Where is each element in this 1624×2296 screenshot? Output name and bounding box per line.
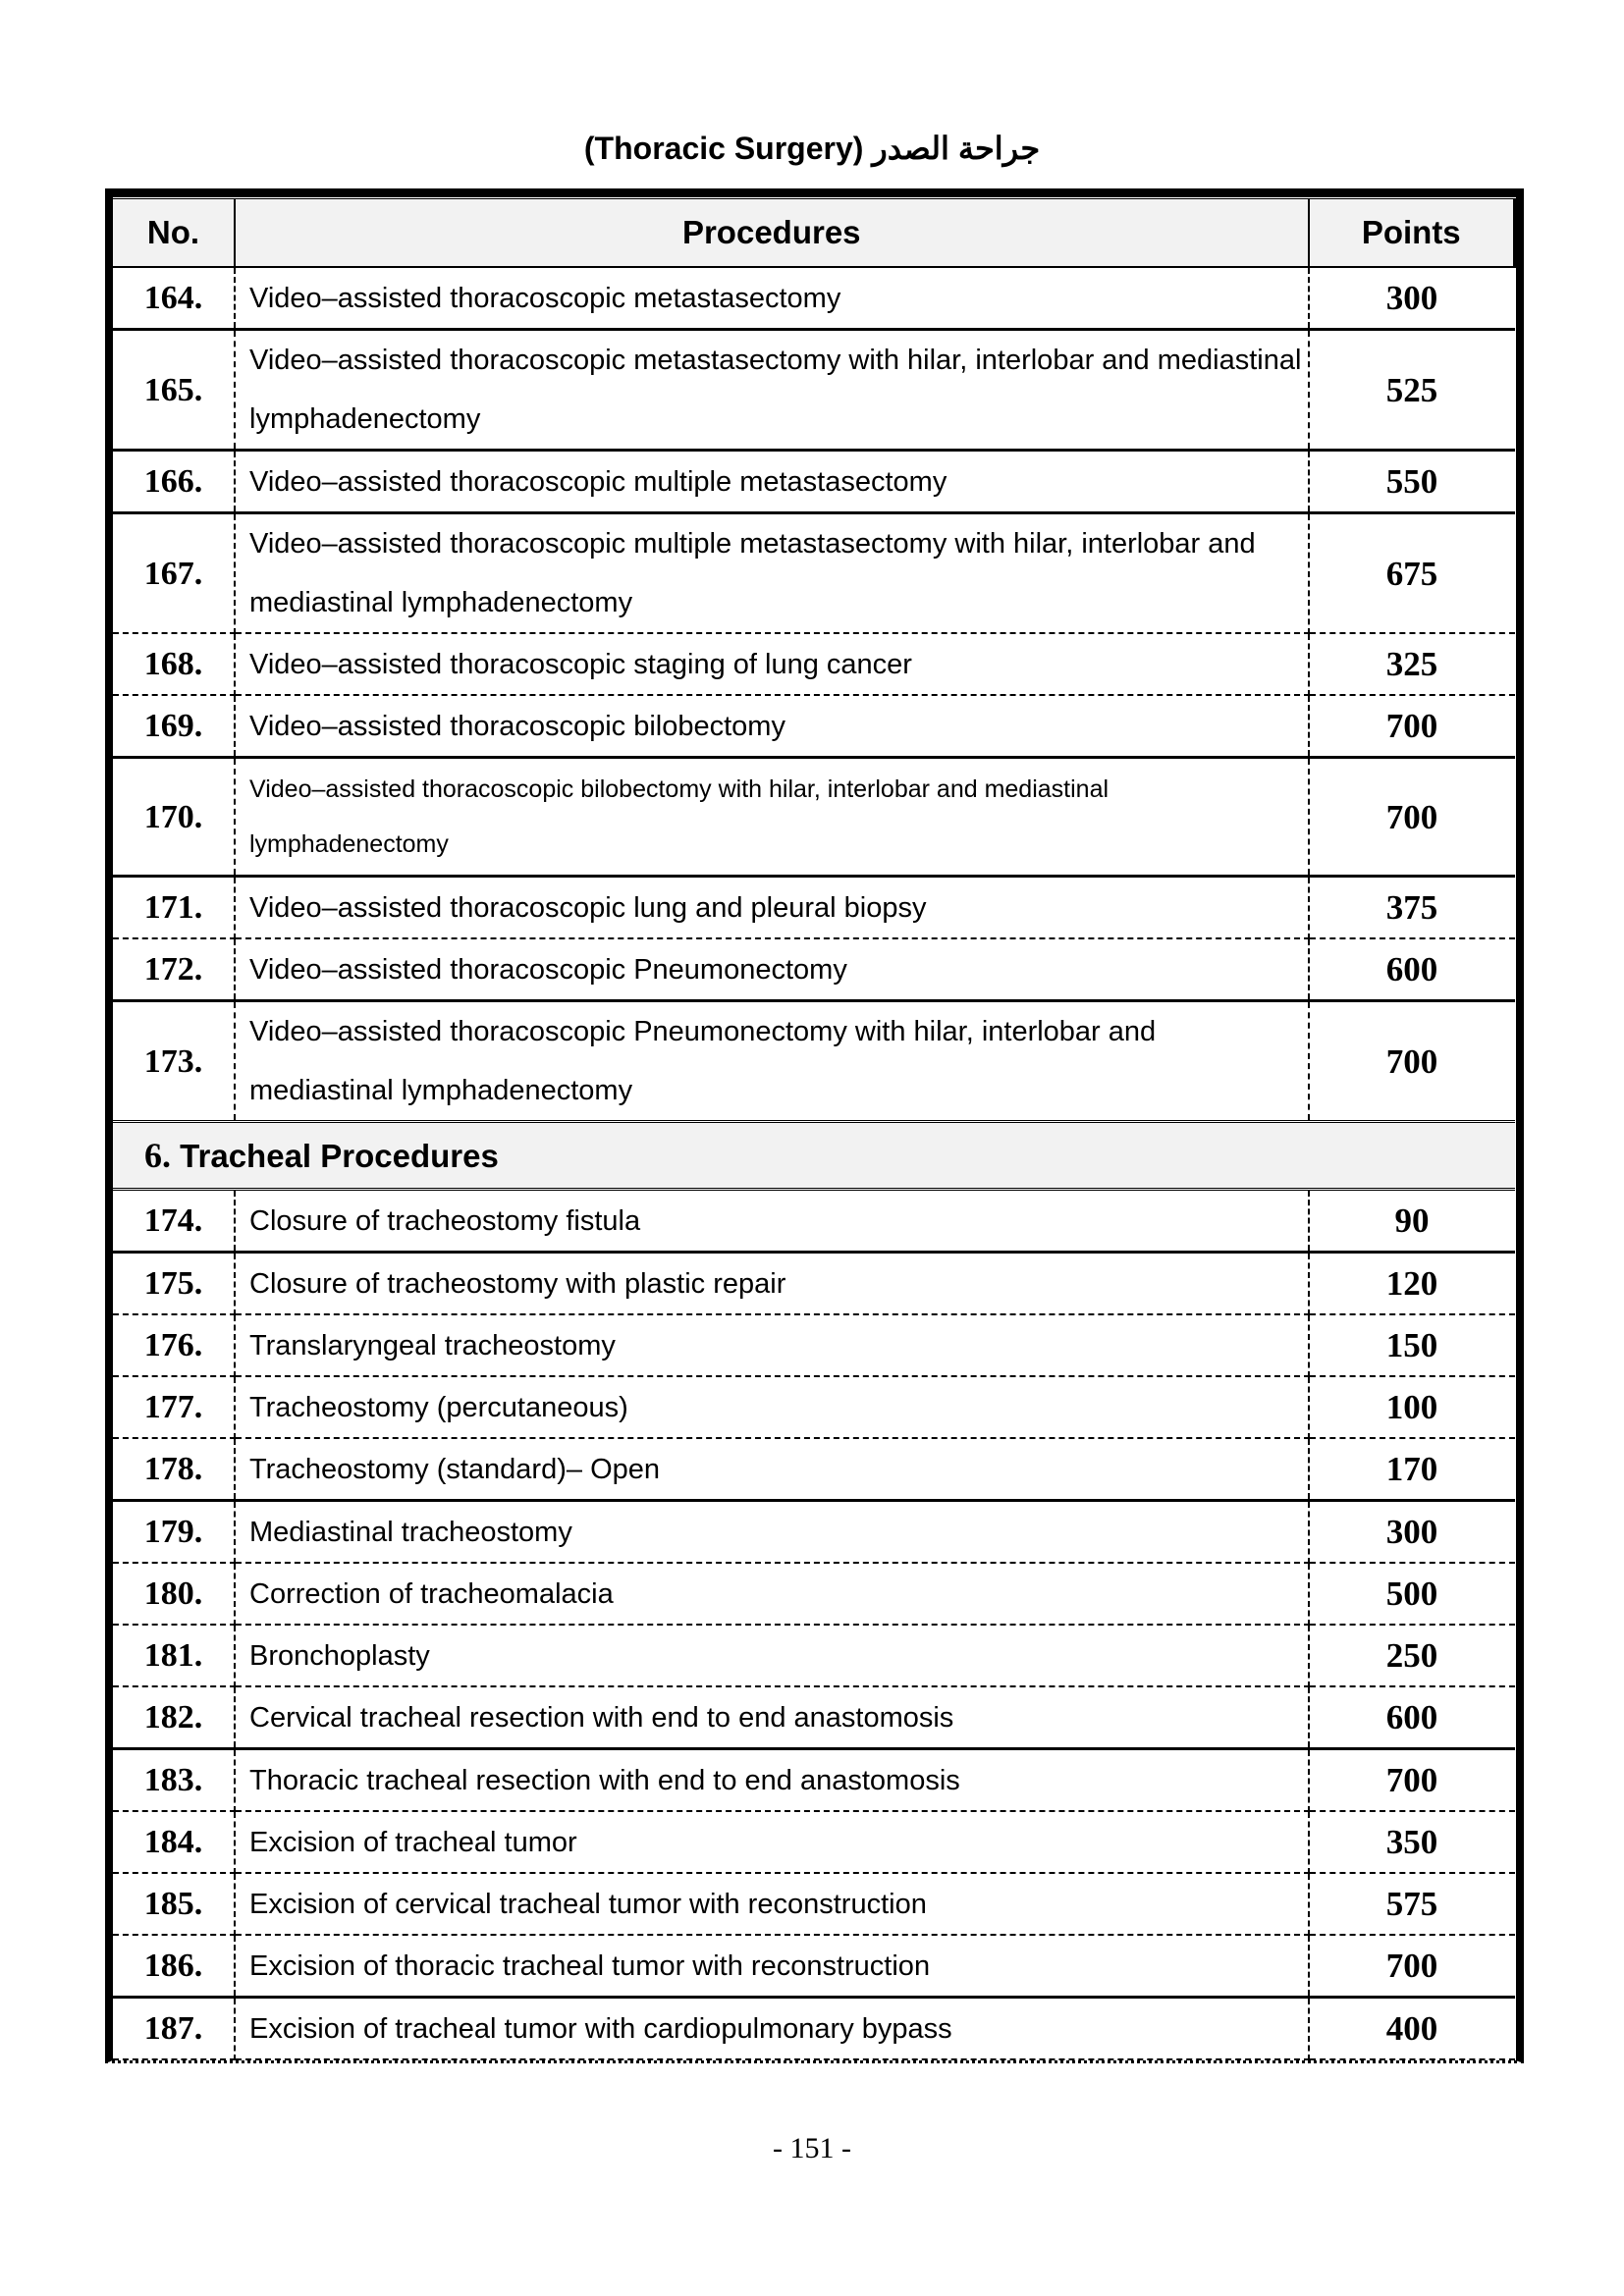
row-procedure: Mediastinal tracheostomy — [235, 1501, 1309, 1564]
row-procedure: Video–assisted thoracoscopic bilobectomy with hilar, interlobar and mediastinal lymphadenectomy — [235, 758, 1309, 877]
table-row — [113, 633, 1515, 695]
table-row — [113, 938, 1515, 1001]
row-points: 575 — [1309, 1873, 1515, 1935]
table-row — [113, 267, 1515, 330]
header-points: Points — [1309, 198, 1515, 268]
section-title — [113, 1122, 1515, 1190]
row-procedure: Correction of tracheomalacia — [235, 1563, 1309, 1625]
row-points: 525 — [1309, 330, 1515, 451]
table-row — [113, 1998, 1515, 2060]
row-number: 183. — [113, 1749, 235, 1812]
table-row — [113, 1001, 1515, 1122]
row-procedure: Video–assisted thoracoscopic lung and pleural biopsy — [235, 877, 1309, 939]
row-points: 600 — [1309, 1686, 1515, 1749]
procedures-table — [105, 188, 1524, 2063]
table-row — [113, 695, 1515, 758]
row-procedure: Tracheostomy (percutaneous) — [235, 1376, 1309, 1438]
section-label: Tracheal Procedures — [180, 1137, 499, 1174]
row-points: 300 — [1309, 267, 1515, 330]
row-number: 166. — [113, 451, 235, 513]
row-procedure: Translaryngeal tracheostomy — [235, 1314, 1309, 1376]
row-number: 186. — [113, 1935, 235, 1998]
row-points: 325 — [1309, 633, 1515, 695]
row-number: 174. — [113, 1190, 235, 1253]
row-number: 175. — [113, 1253, 235, 1315]
row-number: 172. — [113, 938, 235, 1001]
table-row — [113, 1749, 1515, 1812]
row-points: 250 — [1309, 1625, 1515, 1686]
row-points: 550 — [1309, 451, 1515, 513]
row-points: 700 — [1309, 1935, 1515, 1998]
table-row — [113, 1873, 1515, 1935]
row-number: 169. — [113, 695, 235, 758]
row-procedure: Excision of cervical tracheal tumor with reconstruction — [235, 1873, 1309, 1935]
table-row — [113, 1501, 1515, 1564]
row-number: 179. — [113, 1501, 235, 1564]
row-number: 171. — [113, 877, 235, 939]
row-points: 100 — [1309, 1376, 1515, 1438]
row-points: 350 — [1309, 1811, 1515, 1873]
section-number: 6. — [144, 1135, 171, 1175]
row-number: 167. — [113, 513, 235, 634]
row-number: 181. — [113, 1625, 235, 1686]
row-points: 700 — [1309, 695, 1515, 758]
row-procedure: Excision of tracheal tumor — [235, 1811, 1309, 1873]
row-procedure: Video–assisted thoracoscopic bilobectomy — [235, 695, 1309, 758]
row-number: 184. — [113, 1811, 235, 1873]
table-row — [113, 1190, 1515, 1253]
row-procedure: Video–assisted thoracoscopic Pneumonectomy — [235, 938, 1309, 1001]
row-procedure: Thoracic tracheal resection with end to end anastomosis — [235, 1749, 1309, 1812]
table-header-row — [113, 198, 1515, 268]
row-number: 178. — [113, 1438, 235, 1501]
row-number: 170. — [113, 758, 235, 877]
row-procedure: Video–assisted thoracoscopic metastasectomy with hilar, interlobar and mediastinal lymphadenectomy — [235, 330, 1309, 451]
row-procedure: Video–assisted thoracoscopic metastasectomy — [235, 267, 1309, 330]
row-procedure: Video–assisted thoracoscopic Pneumonectomy with hilar, interlobar and mediastinal lymphadenectomy — [235, 1001, 1309, 1122]
row-points: 375 — [1309, 877, 1515, 939]
row-number: 180. — [113, 1563, 235, 1625]
row-procedure: Video–assisted thoracoscopic multiple metastasectomy — [235, 451, 1309, 513]
row-procedure: Excision of tracheal tumor with cardiopulmonary bypass — [235, 1998, 1309, 2060]
table-row — [113, 758, 1515, 877]
table-row — [113, 1625, 1515, 1686]
table-row — [113, 1253, 1515, 1315]
row-procedure: Tracheostomy (standard)– Open — [235, 1438, 1309, 1501]
table-row — [113, 1811, 1515, 1873]
row-number: 187. — [113, 1998, 235, 2060]
row-procedure: Excision of thoracic tracheal tumor with reconstruction — [235, 1935, 1309, 1998]
row-number: 168. — [113, 633, 235, 695]
table-row — [113, 1935, 1515, 1998]
row-number: 182. — [113, 1686, 235, 1749]
page-number: - 151 - — [773, 2132, 851, 2164]
row-points: 700 — [1309, 1001, 1515, 1122]
row-points: 600 — [1309, 938, 1515, 1001]
row-number: 177. — [113, 1376, 235, 1438]
table-row — [113, 1563, 1515, 1625]
row-points: 700 — [1309, 1749, 1515, 1812]
row-points: 150 — [1309, 1314, 1515, 1376]
table-row — [113, 1376, 1515, 1438]
row-points: 400 — [1309, 1998, 1515, 2060]
page-title: (Thoracic Surgery) جراحة الصدر — [583, 131, 1041, 166]
row-number: 185. — [113, 1873, 235, 1935]
row-points: 120 — [1309, 1253, 1515, 1315]
table-row — [113, 513, 1515, 634]
row-procedure: Bronchoplasty — [235, 1625, 1309, 1686]
row-points: 90 — [1309, 1190, 1515, 1253]
row-procedure: Closure of tracheostomy with plastic repair — [235, 1253, 1309, 1315]
row-points: 500 — [1309, 1563, 1515, 1625]
table-row — [113, 330, 1515, 451]
row-points: 170 — [1309, 1438, 1515, 1501]
row-points: 675 — [1309, 513, 1515, 634]
header-no: No. — [113, 198, 235, 268]
table-row — [113, 1686, 1515, 1749]
row-number: 164. — [113, 267, 235, 330]
table-row — [113, 1314, 1515, 1376]
row-points: 700 — [1309, 758, 1515, 877]
table-row — [113, 1438, 1515, 1501]
row-number: 173. — [113, 1001, 235, 1122]
row-points: 300 — [1309, 1501, 1515, 1564]
table-row — [113, 451, 1515, 513]
section-header-tracheal — [113, 1122, 1515, 1190]
row-procedure: Cervical tracheal resection with end to end anastomosis — [235, 1686, 1309, 1749]
row-procedure: Video–assisted thoracoscopic multiple metastasectomy with hilar, interlobar and mediastinal lymphadenectomy — [235, 513, 1309, 634]
row-procedure: Closure of tracheostomy fistula — [235, 1190, 1309, 1253]
row-procedure: Video–assisted thoracoscopic staging of lung cancer — [235, 633, 1309, 695]
header-procedures: Procedures — [235, 198, 1309, 268]
row-number: 176. — [113, 1314, 235, 1376]
row-number: 165. — [113, 330, 235, 451]
table-row — [113, 877, 1515, 939]
